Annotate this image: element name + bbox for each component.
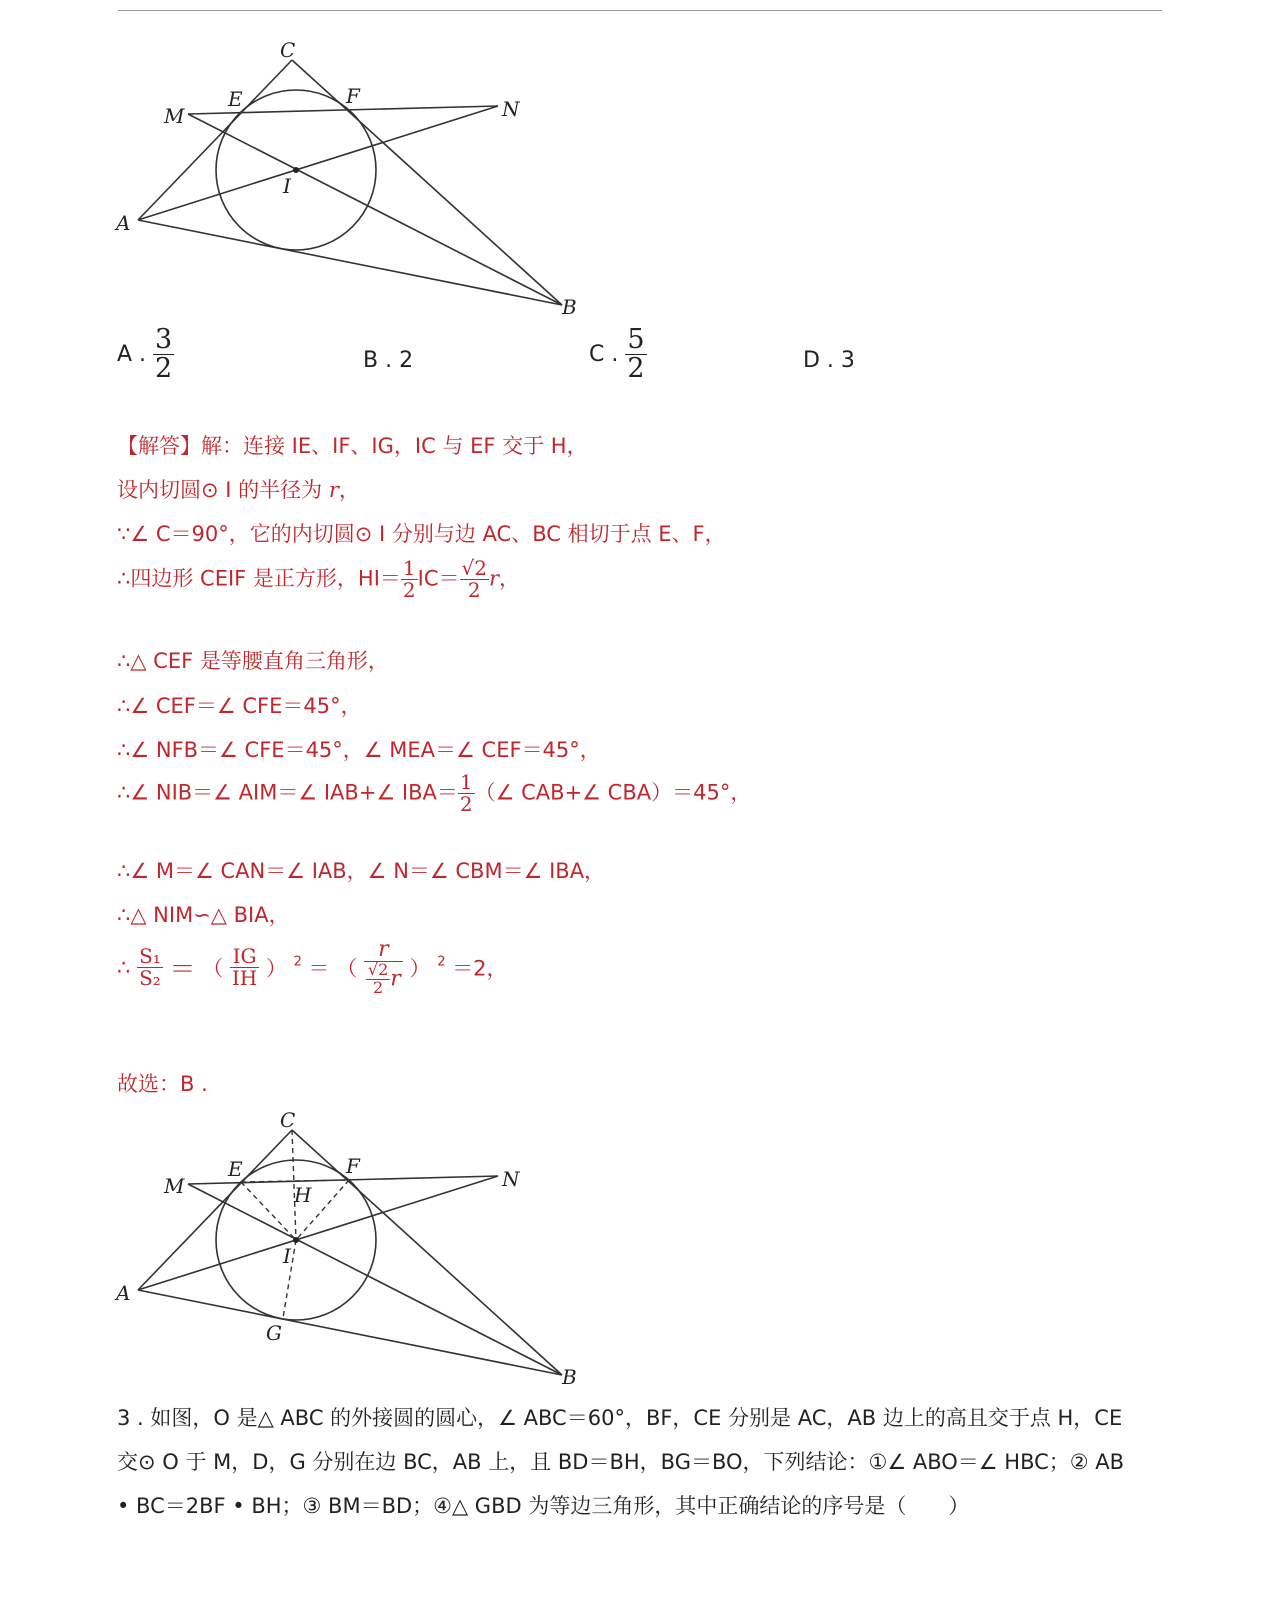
solution-line-10: ∴△ NIM∽△ BIA， — [117, 903, 290, 927]
label-i: I — [283, 174, 291, 198]
label-g: G — [266, 1321, 282, 1345]
incenter-point — [293, 1237, 299, 1243]
label-f: F — [346, 1154, 360, 1178]
option-c-label: C . — [589, 341, 619, 367]
solution-line-8: ∴∠ NIB＝∠ AIM＝∠ IAB+∠ IBA＝ $\frac{1}{2}$ （∠ CAB+∠ CBA）＝45°， — [117, 770, 752, 816]
label-b: B — [562, 1365, 577, 1389]
label-e: E — [228, 87, 243, 111]
label-i: I — [283, 1244, 291, 1268]
question-3-line-1: 3 . 如图，O 是△ ABC 的外接圆的圆心，∠ ABC＝60°，BF，CE 分别是 AC，AB 边上的高且交于点 H，CE — [117, 1406, 1123, 1430]
option-c[interactable] — [589, 326, 647, 384]
label-f: F — [346, 84, 360, 108]
solution-line-2: 设内切圆⊙ I 的半径为 r， — [117, 478, 360, 502]
side-bc — [292, 1130, 562, 1375]
line-bm — [188, 1184, 562, 1375]
incenter-point — [293, 167, 299, 173]
question-3 — [117, 1396, 1167, 1528]
option-d[interactable] — [803, 348, 855, 373]
solution-line-4: ∴四边形 CEIF 是正方形，HI＝ $\frac{1}{2}$ IC＝ $\frac{√2}{2}$ r， — [117, 556, 521, 602]
solution-line-11: ∴ $\frac{\text{S₁}}{\text{S₂}}$ ＝ （ $\frac{IG}{IH}$ ） $^2$ ＝ （ r $\frac{√2}{2}$ r ） $^2$ ＝2， — [117, 937, 508, 997]
label-n: N — [502, 1167, 520, 1191]
option-b[interactable] — [363, 348, 413, 373]
label-a: A — [116, 1281, 131, 1305]
side-ab — [138, 220, 562, 305]
solution-answer: 故选：B . — [117, 1072, 208, 1096]
label-m: M — [164, 104, 185, 128]
line-bm — [188, 114, 562, 305]
label-n: N — [502, 97, 520, 121]
option-a-label: A . — [117, 341, 147, 367]
option-a[interactable] — [117, 326, 174, 384]
question-3-line-3: • BC＝2BF • BH；③ BM＝BD；④△ GBD 为等边三角形，其中正确结论的序号是（ ） — [117, 1494, 970, 1518]
side-ab — [138, 1290, 562, 1375]
top-divider — [118, 10, 1162, 11]
label-e: E — [228, 1157, 243, 1181]
solution-line-1: 【解答】解：连接 IE、IF、IG，IC 与 EF 交于 H， — [117, 434, 588, 458]
option-d-label: D . 3 — [803, 348, 855, 373]
option-b-label: B . 2 — [363, 348, 414, 373]
solution-line-3: ∵∠ C＝90°，它的内切圆⊙ I 分别与边 AC、BC 相切于点 E、F， — [117, 522, 726, 546]
solution-line-9: ∴∠ M＝∠ CAN＝∠ IAB，∠ N＝∠ CBM＝∠ IBA， — [117, 859, 606, 883]
label-h: H — [294, 1183, 312, 1207]
solution-line-7: ∴∠ NFB＝∠ CFE＝45°，∠ MEA＝∠ CEF＝45°， — [117, 738, 601, 762]
option-a-fraction: $\frac{3}{2}$ — [155, 324, 173, 385]
label-m: M — [164, 1174, 185, 1198]
label-c: C — [280, 38, 296, 62]
segment-ei — [241, 1182, 296, 1240]
label-a: A — [116, 211, 131, 235]
question-3-line-2: 交⊙ O 于 M，D，G 分别在边 BC，AB 上，且 BD＝BH，BG＝BO，下列结论：①∠ ABO＝∠ HBC；② AB — [117, 1450, 1125, 1474]
solution-line-6: ∴∠ CEF＝∠ CFE＝45°， — [117, 694, 362, 718]
geometry-figure-2 — [100, 1100, 600, 1400]
label-b: B — [562, 295, 577, 319]
side-bc — [292, 60, 562, 305]
label-c: C — [280, 1108, 296, 1132]
option-c-fraction: $\frac{5}{2}$ — [627, 324, 645, 385]
solution-line-5: ∴△ CEF 是等腰直角三角形， — [117, 649, 389, 673]
geometry-figure-1 — [100, 30, 600, 330]
